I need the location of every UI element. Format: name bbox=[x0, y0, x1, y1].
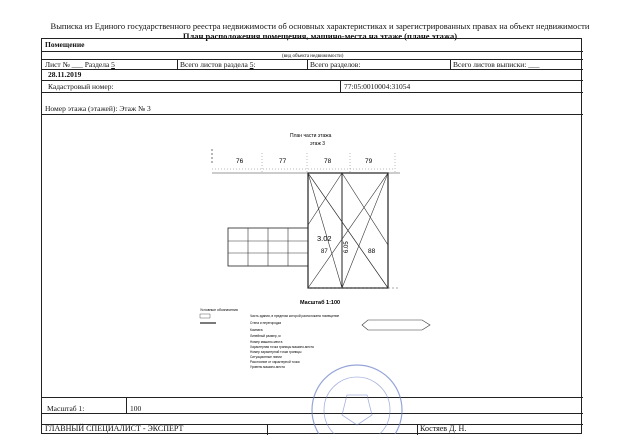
room-area: 3.02 bbox=[317, 234, 332, 243]
row-divider bbox=[42, 80, 583, 81]
legend-title: Условные обозначения bbox=[200, 308, 238, 312]
legend-item: Характерная точка границы машино-места bbox=[250, 345, 314, 349]
room-dimension: 6.05 bbox=[344, 241, 350, 253]
total-section-sheets: Всего листов раздела 5: bbox=[180, 60, 256, 69]
room-label: 87 bbox=[321, 249, 328, 255]
legend-item: Стена и перегородка bbox=[250, 321, 282, 325]
official-stamp bbox=[307, 360, 407, 434]
official-name: Костяев Д. Н. bbox=[420, 424, 467, 433]
legend-item: Часть здания, в пределах которой расположено помещение bbox=[250, 314, 340, 318]
legend-item: Расстояние от характерной точки bbox=[250, 360, 300, 364]
plan-title: План расположения помещения, машино-места на этаже (плане этажа) bbox=[182, 31, 458, 41]
floor-plan bbox=[190, 125, 460, 370]
total-sheets-label: Всего листов выписки: ___ bbox=[453, 60, 540, 69]
plan-title-line2: этаж 3 bbox=[310, 141, 325, 147]
legend-item: Номер характерной точки границы bbox=[250, 350, 302, 354]
row-divider bbox=[42, 114, 583, 115]
room-label: 88 bbox=[368, 248, 376, 255]
direction-shape bbox=[362, 320, 430, 330]
cadastral-number: 77:05:0010004:31054 bbox=[344, 82, 411, 91]
col-divider bbox=[450, 59, 451, 69]
room-number: 78 bbox=[324, 158, 332, 165]
floor-number: Номер этажа (этажей): Этаж № 3 bbox=[45, 104, 151, 113]
object-type-hint: (вид объекта недвижимости) bbox=[282, 54, 344, 59]
legend-item: Ситуационные линии bbox=[250, 355, 282, 359]
col-divider bbox=[126, 397, 127, 413]
room-number: 79 bbox=[365, 158, 373, 165]
legend-item: Номер машино-места bbox=[250, 340, 283, 344]
extract-date: 28.11.2019 bbox=[48, 70, 82, 79]
object-type: Помещение bbox=[45, 40, 85, 49]
col-divider bbox=[267, 424, 268, 435]
extract-title: Выписка из Единого государственного реестра недвижимости об основных характеристиках и зарегистрированных правах на объект недвижимости bbox=[50, 21, 590, 31]
cadastral-label: Кадастровый номер: bbox=[48, 82, 114, 91]
total-sections-label: Всего разделов: bbox=[310, 60, 361, 69]
scale-value: 100 bbox=[130, 404, 142, 413]
col-divider bbox=[340, 80, 341, 92]
col-divider bbox=[417, 424, 418, 435]
plan-title-line1: План части этажа bbox=[290, 133, 332, 139]
room-number: 77 bbox=[279, 158, 287, 165]
legend-item: Линейный размер, м bbox=[250, 334, 281, 338]
col-divider bbox=[307, 59, 308, 69]
scale-caption: Масштаб 1:100 bbox=[300, 300, 341, 306]
official-position: ГЛАВНЫЙ СПЕЦИАЛИСТ - ЭКСПЕРТ bbox=[45, 424, 184, 433]
room-number: 76 bbox=[236, 158, 244, 165]
scale-label: Масштаб 1: bbox=[47, 404, 85, 413]
sheet-number-label: Лист № ___ Раздела 5 bbox=[45, 60, 115, 69]
legend-item: Комната bbox=[250, 328, 263, 332]
row-divider bbox=[42, 69, 583, 70]
legend-item: Уровень машино-места bbox=[250, 365, 285, 369]
row-divider bbox=[42, 92, 583, 93]
col-divider bbox=[177, 59, 178, 69]
